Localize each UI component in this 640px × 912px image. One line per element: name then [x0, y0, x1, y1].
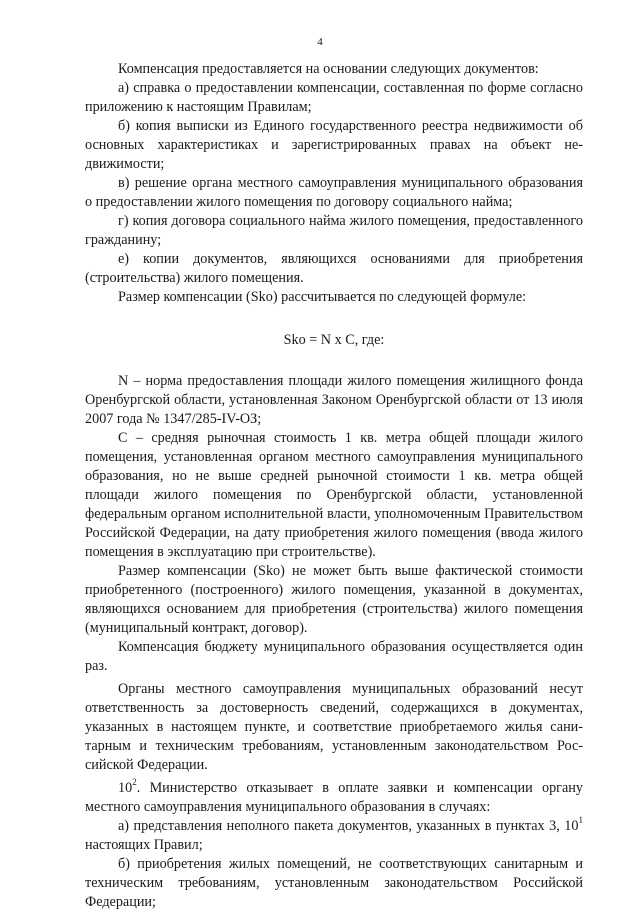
clause-superscript: 2 [132, 777, 137, 788]
paragraph: е) копии документов, являющихся основаниями для приобретения (строительства) жилого помещения. [85, 251, 583, 286]
paragraph: б) копия выписки из Единого государственного реестра недвижимости об основных характеристиках и зарегистрированных правах на объект недвижимости; [85, 118, 583, 172]
formula: Sko = N x C, где: [283, 332, 385, 348]
clause-text: . Министерство отказывает в оплате заявки и компенсации органу местного самоуправления муниципального образования в случаях: [85, 780, 583, 815]
page-number: 4 [317, 36, 323, 48]
paragraph: Размер компенсации (Sko) рассчитывается по следующей формуле: [118, 289, 527, 305]
item-text-end: настоящих Правил; [85, 837, 203, 853]
paragraph: Органы местного самоуправления муниципальных образований несут ответственность за достоверность сведений, содержащихся в документах, указанных в настоящем пункте, и соответствие приобретаемого жилья санитарным и техническим требованиям, установленным законодательством Российской Федерации. [85, 681, 583, 773]
paragraph: C – средняя рыночная стоимость 1 кв. метра общей площади жилого помещения, установленная органом местного самоуправления муниципального образования, но не выше средней рыночной стоимости 1 кв. метра общей площади жилого помещения по Оренбургской области, установленной федеральным органом исполнительной власти, уполномоченным Правительством Российской Федерации, на дату приобретения жилого помещения (ввода жилого помещения в эксплуатацию при строительстве). [85, 430, 583, 560]
document-body [85, 60, 583, 912]
item-text: а) представления неполного пакета документов, указанных в пунктах 3, 10 [118, 818, 579, 834]
paragraph: Размер компенсации (Sko) не может быть выше фактической стоимости приобретенного (построенного) жилого помещения, указанной в документах, являющихся основанием для приобретения (строительства) жилого помещения (муниципальный контракт, договор). [85, 563, 583, 636]
paragraph: в) решение органа местного самоуправления муниципального образования о предоставлении жилого помещения по договору социального найма; [85, 175, 583, 210]
paragraph-10-2 [85, 779, 583, 817]
paragraph: N – норма предоставления площади жилого помещения жилищного фонда Оренбургской области, установленная Законом Оренбургской области от 13 июля 2007 года № 1347/285-IV-ОЗ; [85, 373, 583, 427]
clause-number: 10 [118, 780, 133, 796]
paragraph: б) приобретения жилых помещений, не соответствующих санитарным и техническим требованиям, установленным законодательством Российской Федерации; [85, 856, 583, 910]
paragraph: г) копия договора социального найма жилого помещения, предоставленного гражданину; [85, 213, 583, 248]
item-superscript: 1 [578, 815, 583, 826]
paragraph: а) справка о предоставлении компенсации, составленная по форме согласно приложению к настоящим Правилам; [85, 80, 583, 115]
paragraph: Компенсация предоставляется на основании следующих документов: [118, 61, 539, 77]
paragraph: Компенсация бюджету муниципального образования осуществляется один раз. [85, 639, 583, 674]
paragraph-item-a [85, 817, 583, 855]
